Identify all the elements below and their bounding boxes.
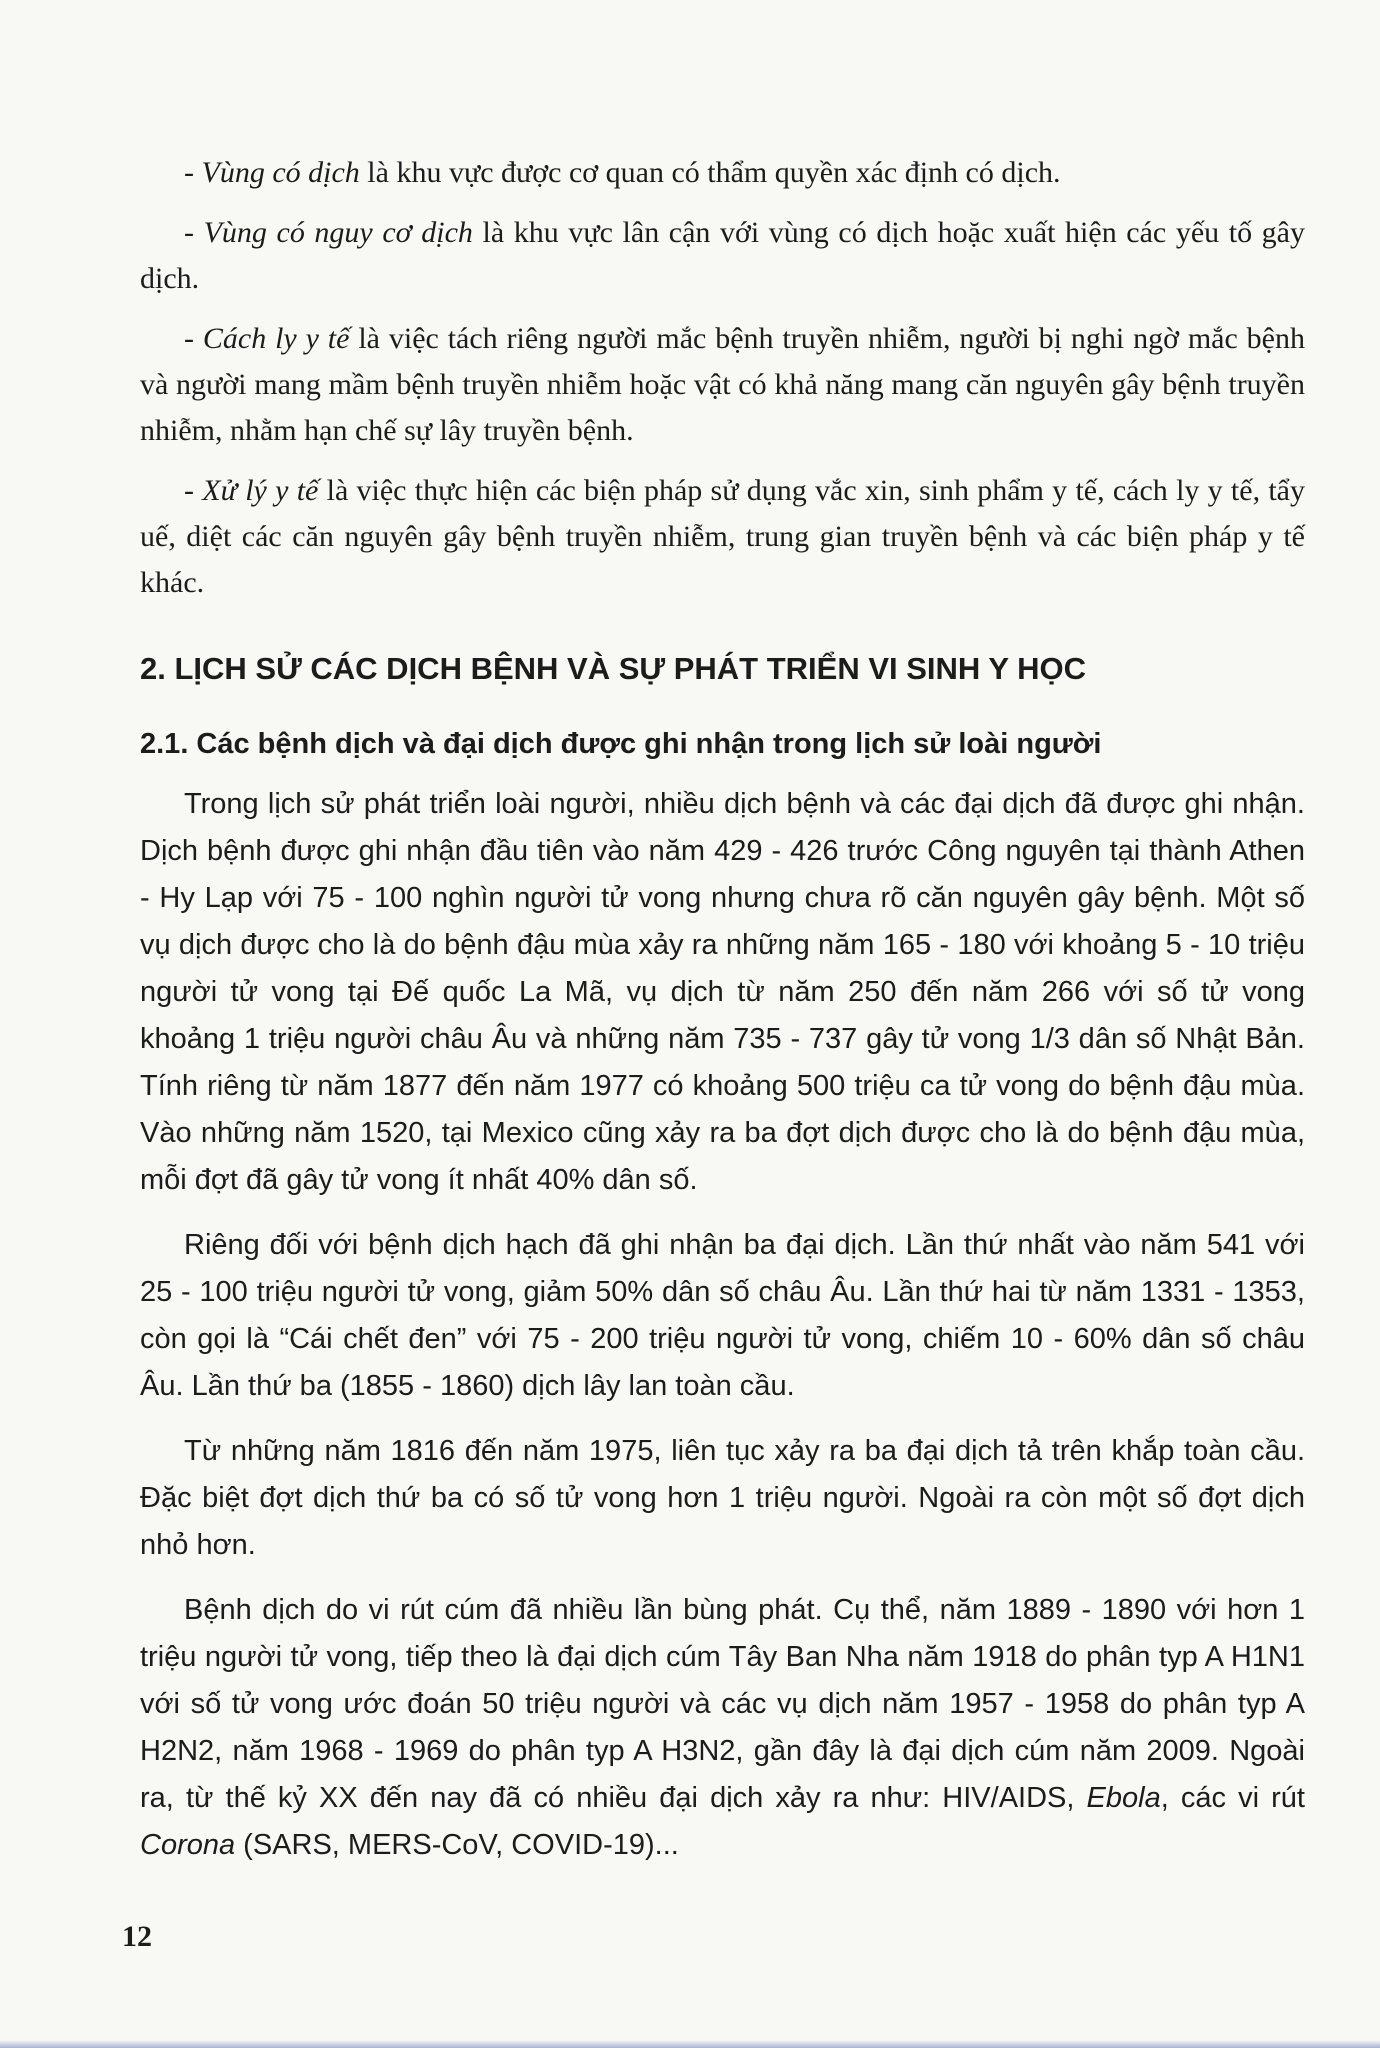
section-heading: 2. LỊCH SỬ CÁC DỊCH BỆNH VÀ SỰ PHÁT TRIỂN VI SINH Y HỌC bbox=[140, 651, 1086, 686]
paragraph-text: Bệnh dịch do vi rút cúm đã nhiều lần bùng phát. Cụ thể, năm 1889 - 1890 với hơn 1 triệu người tử vong, tiếp theo là đại dịch cúm Tây Ban Nha năm 1918 do phân typ A H1N1 với số tử vong ước đoán 50 triệu người và các vụ dịch năm 1957 - 1958 do phân typ A H2N2, năm 1968 - 1969 do phân typ A H3N2, gần đây là đại dịch cúm năm 2009. Ngoài ra, từ thế kỷ XX đến nay đã có nhiều đại dịch xảy ra như: HIV/AIDS, bbox=[140, 1594, 1305, 1814]
paragraph-text: (SARS, MERS-CoV, COVID-19)... bbox=[235, 1829, 679, 1861]
italic-term: Ebola bbox=[1086, 1782, 1161, 1814]
definition-term: Cách ly y tế bbox=[202, 322, 350, 355]
definition-item bbox=[140, 316, 1305, 454]
paragraph-text: , các vi rút bbox=[1160, 1782, 1305, 1814]
definition-item bbox=[140, 150, 1305, 196]
definition-text: là khu vực được cơ quan có thẩm quyền xác định có dịch. bbox=[359, 156, 1061, 189]
definition-text: là việc thực hiện các biện pháp sử dụng vắc xin, sinh phẩm y tế, cách ly y tế, tẩy uế, diệt các căn nguyên gây bệnh truyền nhiễm, trung gian truyền bệnh và các biện pháp y tế khác. bbox=[140, 474, 1305, 599]
scan-edge bbox=[0, 2040, 1380, 2048]
dash: - bbox=[184, 322, 203, 355]
definition-text: là việc tách riêng người mắc bệnh truyền nhiễm, người bị nghi ngờ mắc bệnh và người mang mầm bệnh truyền nhiễm hoặc vật có khả năng mang căn nguyên gây bệnh truyền nhiễm, nhằm hạn chế sự lây truyền bệnh. bbox=[140, 322, 1305, 447]
definition-item bbox=[140, 468, 1305, 606]
body-paragraph bbox=[140, 1587, 1305, 1869]
page-number: 12 bbox=[122, 1920, 152, 1953]
body-paragraph: Trong lịch sử phát triển loài người, nhiều dịch bệnh và các đại dịch đã được ghi nhận. Dịch bệnh được ghi nhận đầu tiên vào năm 429 - 426 trước Công nguyên tại thành Athen - Hy Lạp với 75 - 100 nghìn người tử vong nhưng chưa rõ căn nguyên gây bệnh. Một số vụ dịch được cho là do bệnh đậu mùa xảy ra những năm 165 - 180 với khoảng 5 - 10 triệu người tử vong tại Đế quốc La Mã, vụ dịch từ năm 250 đến năm 266 với số tử vong khoảng 1 triệu người châu Âu và những năm 735 - 737 gây tử vong 1/3 dân số Nhật Bản. Tính riêng từ năm 1877 đến năm 1977 có khoảng 500 triệu ca tử vong do bệnh đậu mùa. Vào những năm 1520, tại Mexico cũng xảy ra ba đợt dịch được cho là do bệnh đậu mùa, mỗi đợt đã gây tử vong ít nhất 40% dân số. bbox=[140, 788, 1305, 1196]
body-paragraph: Từ những năm 1816 đến năm 1975, liên tục xảy ra ba đại dịch tả trên khắp toàn cầu. Đặc biệt đợt dịch thứ ba có số tử vong hơn 1 triệu người. Ngoài ra còn một số đợt dịch nhỏ hơn. bbox=[140, 1435, 1305, 1561]
dash: - bbox=[184, 474, 203, 507]
definition-term: Xử lý y tế bbox=[202, 474, 319, 507]
dash: - bbox=[184, 216, 204, 249]
page-content bbox=[140, 150, 1305, 1869]
definition-text: là khu vực lân cận với vùng có dịch hoặc xuất hiện các yếu tố gây dịch. bbox=[140, 216, 1305, 295]
body-paragraph: Riêng đối với bệnh dịch hạch đã ghi nhận ba đại dịch. Lần thứ nhất vào năm 541 với 25 - 100 triệu người tử vong, giảm 50% dân số châu Âu. Lần thứ hai từ năm 1331 - 1353, còn gọi là “Cái chết đen” với 75 - 200 triệu người tử vong, chiếm 10 - 60% dân số châu Âu. Lần thứ ba (1855 - 1860) dịch lây lan toàn cầu. bbox=[140, 1229, 1305, 1402]
subsection-heading: 2.1. Các bệnh dịch và đại dịch được ghi nhận trong lịch sử loài người bbox=[140, 728, 1102, 760]
definition-term: Vùng có nguy cơ dịch bbox=[203, 216, 473, 249]
italic-term: Corona bbox=[140, 1829, 236, 1861]
dash: - bbox=[184, 156, 202, 189]
definition-term: Vùng có dịch bbox=[201, 156, 360, 189]
definition-item bbox=[140, 210, 1305, 302]
